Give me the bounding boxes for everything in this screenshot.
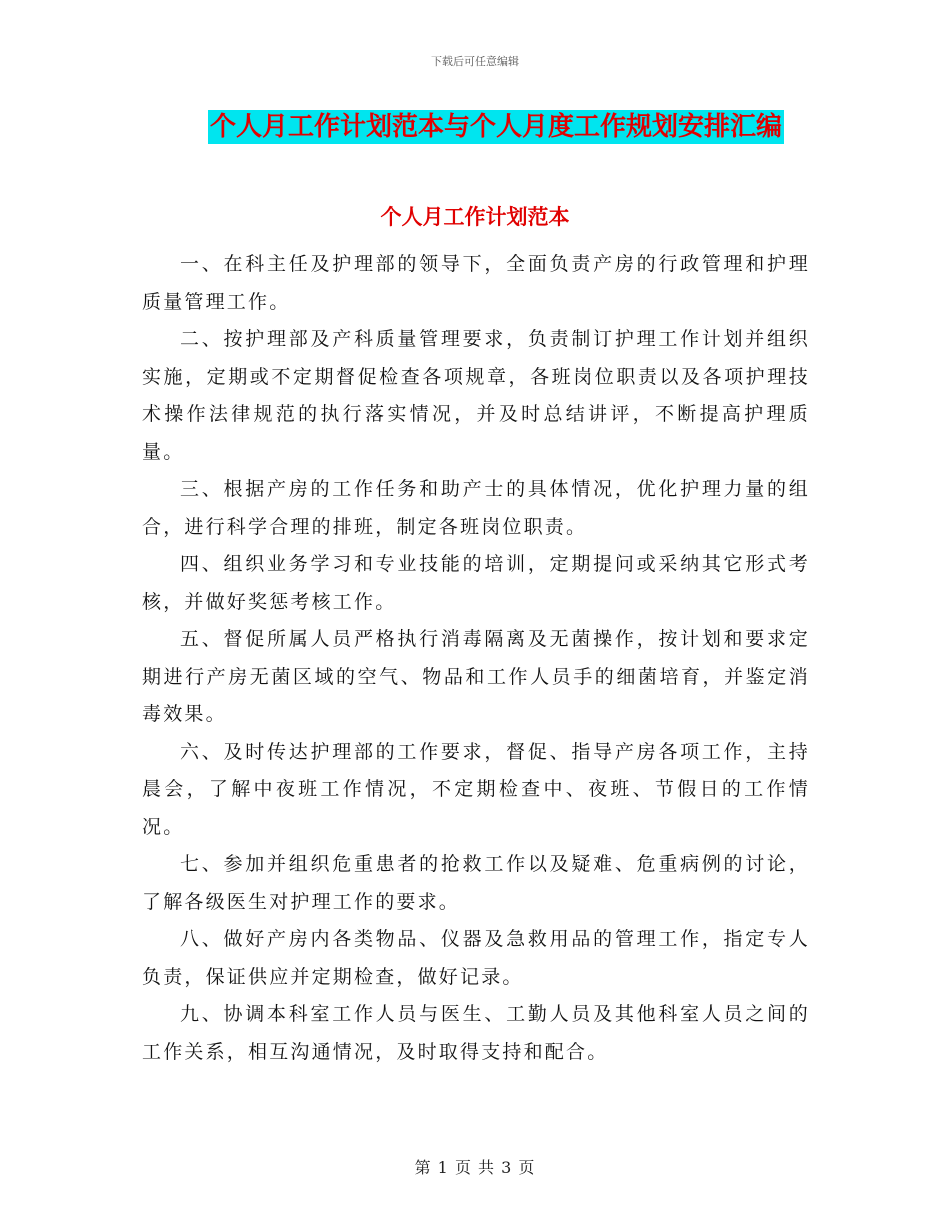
paragraph-6: 六、及时传达护理部的工作要求，督促、指导产房各项工作，主持晨会，了解中夜班工作情况，不定期检查中、夜班、节假日的工作情况。 [142,740,810,838]
section-title: 个人月工作计划范本 [380,204,570,229]
paragraph-3: 三、根据产房的工作任务和助产士的具体情况，优化护理力量的组合，进行科学合理的排班，制定各班岗位职责。 [142,478,810,538]
paragraph-4: 四、组织业务学习和专业技能的培训，定期提问或采纳其它形式考核，并做好奖惩考核工作。 [142,553,810,613]
paragraph-7: 七、参加并组织危重患者的抢救工作以及疑难、危重病例的讨论，了解各级医生对护理工作的要求。 [142,853,810,913]
paragraph-8: 八、做好产房内各类物品、仪器及急救用品的管理工作，指定专人负责，保证供应并定期检查，做好记录。 [142,928,810,988]
document-title: 个人月工作计划范本与个人月度工作规划安排汇编 [210,112,783,142]
paragraph-1: 一、在科主任及护理部的领导下，全面负责产房的行政管理和护理质量管理工作。 [142,253,810,313]
paragraph-2: 二、按护理部及产科质量管理要求，负责制订护理工作计划并组织实施，定期或不定期督促检查各项规章，各班岗位职责以及各项护理技术操作法律规范的执行落实情况，并及时总结讲评，不断提高护理质量。 [142,328,810,463]
page-number-footer: 第 1 页 共 3 页 [414,1158,536,1177]
header-note: 下载后可任意编辑 [431,55,519,68]
paragraph-5: 五、督促所属人员严格执行消毒隔离及无菌操作，按计划和要求定期进行产房无菌区域的空气、物品和工作人员手的细菌培育，并鉴定消毒效果。 [142,628,810,725]
paragraph-9: 九、协调本科室工作人员与医生、工勤人员及其他科室人员之间的工作关系，相互沟通情况，及时取得支持和配合。 [142,1003,810,1063]
document-body [142,246,810,1071]
